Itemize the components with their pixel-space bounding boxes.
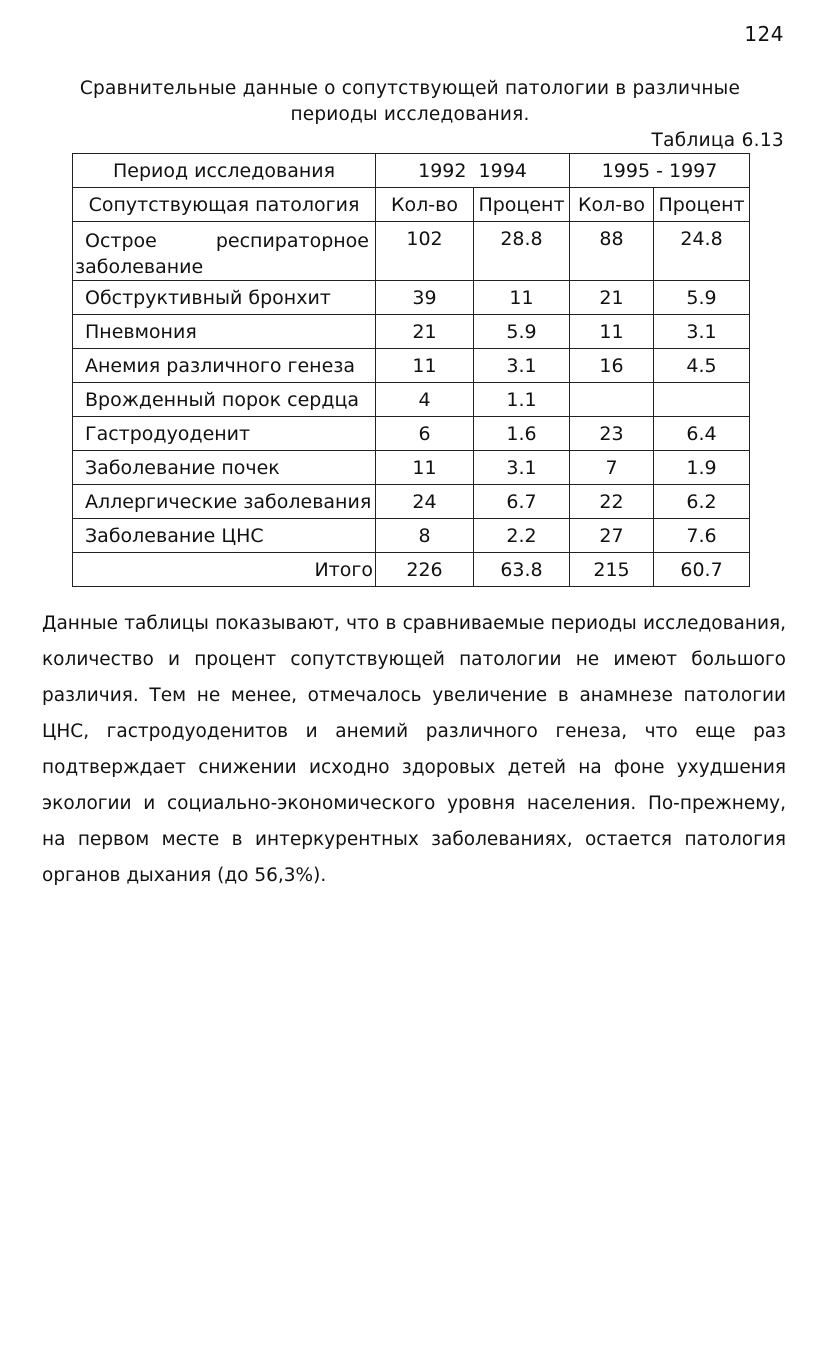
row-percent-2: 7.6 xyxy=(654,519,750,553)
row-percent-1: 2.2 xyxy=(474,519,570,553)
table-row xyxy=(73,485,750,519)
table-header-row-period xyxy=(73,154,750,188)
row-percent-1: 5.9 xyxy=(474,315,570,349)
row-count-2: 21 xyxy=(570,281,654,315)
row-count-1: 21 xyxy=(376,315,474,349)
header-period-label: Период исследования xyxy=(73,154,376,188)
row-percent-1: 3.1 xyxy=(474,451,570,485)
row-name-part: респираторное xyxy=(215,230,369,252)
row-count-2: 88 xyxy=(570,222,654,281)
row-count-2 xyxy=(570,383,654,417)
row-count-2: 11 xyxy=(570,315,654,349)
header-count-2: Кол-во xyxy=(570,188,654,222)
header-percent-2: Процент xyxy=(654,188,750,222)
row-count-1: 39 xyxy=(376,281,474,315)
row-percent-1: 1.6 xyxy=(474,417,570,451)
table-row xyxy=(73,417,750,451)
row-pathology-name: Гастродуоденит xyxy=(73,417,376,451)
row-percent-1: 6.7 xyxy=(474,485,570,519)
row-percent-1: 3.1 xyxy=(474,349,570,383)
row-percent-2: 4.5 xyxy=(654,349,750,383)
row-count-2: 16 xyxy=(570,349,654,383)
table-caption: Сравнительные данные о сопутствующей патологии в различные периоды исследования. xyxy=(79,78,741,125)
row-pathology-name: Заболевание ЦНС xyxy=(73,519,376,553)
table-row xyxy=(73,349,750,383)
row-count-1: 11 xyxy=(376,451,474,485)
header-percent-1: Процент xyxy=(474,188,570,222)
total-label: Итого xyxy=(73,553,376,587)
row-count-1: 6 xyxy=(376,417,474,451)
row-percent-2: 6.4 xyxy=(654,417,750,451)
body-paragraph: Данные таблицы показывают, что в сравниваемые периоды исследования, количество и процент сопутствующей патологии не имеют большого различия. Тем не менее, отмечалось увеличение в анамнезе патологии ЦНС, гастродуоденитов и анемий различного генеза, что еще раз подтверждает снижении исходно здоровых детей на фоне ухудшения экологии и социально-экономического уровня населения. По-прежнему, на первом месте в интеркурентных заболеваниях, остается патология органов дыхания (до 56,3%). xyxy=(42,613,786,886)
row-percent-1: 1.1 xyxy=(474,383,570,417)
row-pathology-name: Аллергические заболевания xyxy=(73,485,376,519)
row-pathology-name xyxy=(73,222,376,281)
table-row xyxy=(73,519,750,553)
row-count-2: 23 xyxy=(570,417,654,451)
table-header-row-columns xyxy=(73,188,750,222)
row-percent-2: 3.1 xyxy=(654,315,750,349)
row-percent-2: 6.2 xyxy=(654,485,750,519)
table-row xyxy=(73,383,750,417)
row-pathology-name: Пневмония xyxy=(73,315,376,349)
row-count-1: 24 xyxy=(376,485,474,519)
header-count-1: Кол-во xyxy=(376,188,474,222)
table-row xyxy=(73,451,750,485)
row-count-2: 7 xyxy=(570,451,654,485)
table-row xyxy=(73,222,750,281)
header-pathology-label: Сопутствующая патология xyxy=(73,188,376,222)
row-count-1: 4 xyxy=(376,383,474,417)
table-row xyxy=(73,315,750,349)
row-count-1: 102 xyxy=(376,222,474,281)
row-pathology-name: Врожденный порок сердца xyxy=(73,383,376,417)
row-percent-2: 1.9 xyxy=(654,451,750,485)
page-number: 124 xyxy=(744,22,784,46)
row-percent-1: 11 xyxy=(474,281,570,315)
row-percent-1: 28.8 xyxy=(474,222,570,281)
table-row xyxy=(73,281,750,315)
total-percent-2: 60.7 xyxy=(654,553,750,587)
total-count-1: 226 xyxy=(376,553,474,587)
row-percent-2: 5.9 xyxy=(654,281,750,315)
total-percent-1: 63.8 xyxy=(474,553,570,587)
row-percent-2: 24.8 xyxy=(654,222,750,281)
row-count-1: 8 xyxy=(376,519,474,553)
header-period-2: 1995 - 1997 xyxy=(570,154,750,188)
row-count-2: 22 xyxy=(570,485,654,519)
row-percent-2 xyxy=(654,383,750,417)
row-name-part: заболевание xyxy=(75,256,204,278)
row-pathology-name: Заболевание почек xyxy=(73,451,376,485)
row-count-2: 27 xyxy=(570,519,654,553)
row-count-1: 11 xyxy=(376,349,474,383)
row-name-part: Острое xyxy=(85,230,157,252)
header-period-1: 1992 1994 xyxy=(376,154,570,188)
row-pathology-name: Анемия различного генеза xyxy=(73,349,376,383)
table-total-row xyxy=(73,553,750,587)
row-pathology-name: Обструктивный бронхит xyxy=(73,281,376,315)
total-count-2: 215 xyxy=(570,553,654,587)
table-label: Таблица 6.13 xyxy=(651,130,784,151)
pathology-table xyxy=(72,153,750,587)
